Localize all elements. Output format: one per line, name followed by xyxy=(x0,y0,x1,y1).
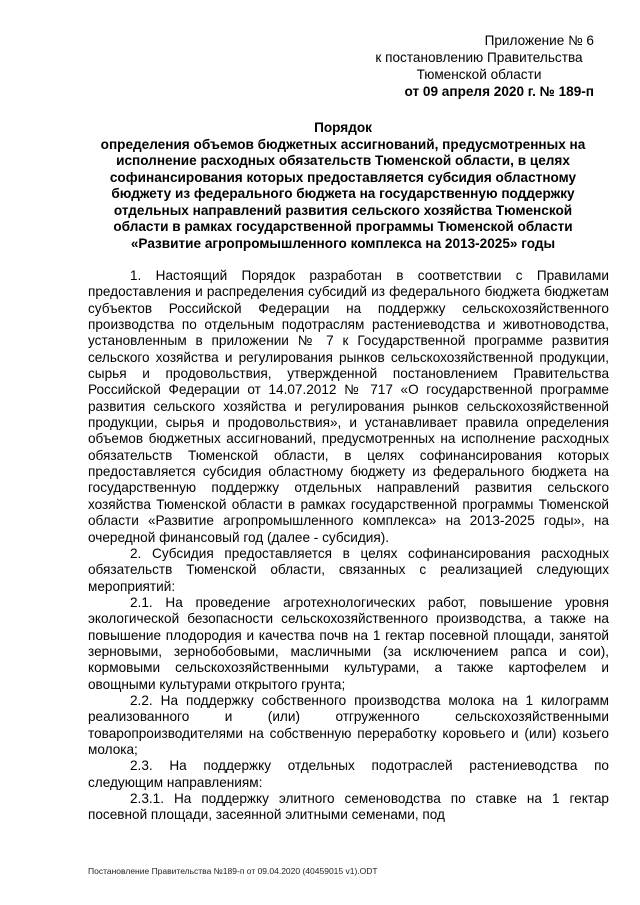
title-text: определения объемов бюджетных ассигнований, предусмотренных на исполнение расходных обязательств Тюменской области, в целях софинансирования которых предоставляется субсидия областному бюджету из федерального бюджета на государственную поддержку отдельных направлений развития сельского хозяйства Тюменской области в рамках государственной программы Тюменской области «Развитие агропромышленного комплекса на 2013-2025» годы xyxy=(100,136,586,251)
page-footer: Постановление Правительства №189-п от 09.04.2020 (40459015 v1).ODT xyxy=(88,866,378,876)
document-body xyxy=(88,268,609,824)
appendix-number: Приложение № 6 xyxy=(484,33,594,48)
appendix-line-2: Тюменской области xyxy=(416,67,542,82)
appendix-header xyxy=(364,32,594,100)
paragraph-2-2: 2.2. На поддержку собственного производства молока на 1 килограмм реализованного и (или) отгруженного сельскохозяйственными товаропроизводителями на собственную переработку коровьего и (или) козьего молока; xyxy=(88,692,609,757)
paragraph-1: 1. Настоящий Порядок разработан в соответствии с Правилами предоставления и распределения субсидий из федерального бюджета бюджетам субъектов Российской Федерации на поддержку сельскохозяйственного производства по отдельным подотраслям растениеводства и животноводства, установленным в приложении № 7 к Государственной программе развития сельского хозяйства и регулирования рынков сельскохозяйственной продукции, сырья и продовольствия, утвержденной постановлением Правительства Российской Федерации от 14.07.2012 № 717 «О государственной программе развития сельского хозяйства и регулирования рынков сельскохозяйственной продукции, сырья и продовольствия», и устанавливает правила определения объемов бюджетных ассигнований, предусмотренных на исполнение расходных обязательств Тюменской области, в целях софинансирования которых предоставляется субсидия областному бюджету из федерального бюджета на государственную поддержку отдельных направлений развития сельского хозяйства Тюменской области в рамках государственной программы Тюменской области «Развитие агропромышленного комплекса» на 2013-2025 годы», на очередной финансовый год (далее - субсидия). xyxy=(88,268,609,545)
paragraph-2-3-1: 2.3.1. На поддержку элитного семеноводства по ставке на 1 гектар посевной площади, засеянной элитными семенами, под xyxy=(88,791,609,823)
paragraph-2-1: 2.1. На проведение агротехнологических работ, повышение уровня экологической безопасности сельскохозяйственного производства, а также на повышение плодородия и качества почв на 1 гектар посевной площади, занятой зерновыми, зернобобовыми, масличными (за исключением рапса и сои), кормовыми сельскохозяйственными культурами, а также картофелем и овощными культурами открытого грунта; xyxy=(88,594,609,692)
title-heading: Порядок xyxy=(314,120,372,135)
paragraph-2: 2. Субсидия предоставляется в целях софинансирования расходных обязательств Тюменской области, связанных с реализацией следующих мероприятий: xyxy=(88,545,609,594)
paragraph-2-3: 2.3. На поддержку отдельных подотраслей растениеводства по следующим направлениям: xyxy=(88,758,609,790)
appendix-decree: от 09 апреля 2020 г. № 189-п xyxy=(404,84,594,99)
document-title xyxy=(88,120,598,252)
appendix-line-1: к постановлению Правительства xyxy=(375,50,583,65)
